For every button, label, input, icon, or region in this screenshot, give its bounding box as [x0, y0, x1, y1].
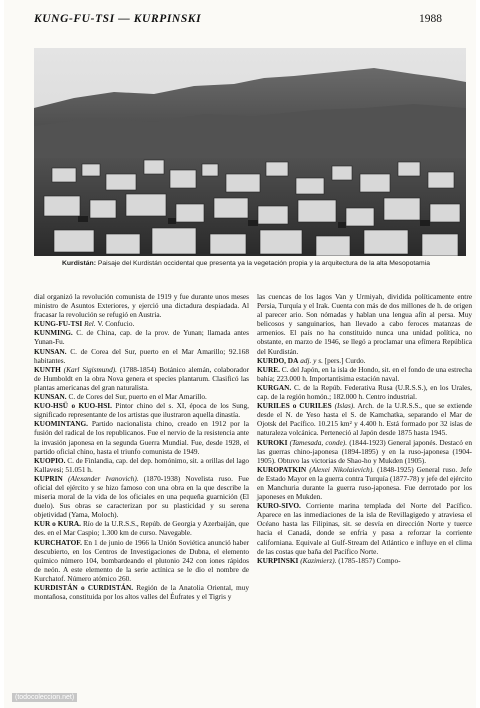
entry-headword: KUNTH [34, 364, 61, 374]
entry-text: En 1 de junio de 1966 la Unión Soviética anunció haber descubierto, en los Centros de Investigaciones de Dubna, el elemento químico número 104, bombardeando el plutonio 242 con iones rápidos de neón. A este elemento de la serie actínica se le dio el nombre de Kurchatof. Número atómico 260. [34, 537, 249, 583]
entry-headword: KURO-SIVO. [257, 501, 301, 511]
entry-qualifier: Rel. [84, 319, 96, 329]
entry-qualifier: (Alexander Ivanovich). [67, 473, 139, 483]
entry-paragraph [34, 583, 249, 601]
entry-text: C. de Corea del Sur, puerto en el Mar Amarillo; 92.168 habitantes. [34, 346, 249, 365]
running-title: KUNG-FU-TSI — KURPINSKI [34, 13, 202, 25]
entry-text: Partido nacionalista chino, creado en 1912 por la fusión del radical de los republicanos. Fue el nervio de la resistencia ante la invasión japonesa en la segunda Guerra Mundial. Fue, desde 1928, el partido oficial chino, hasta el triunfo comunista de 1949. [34, 419, 249, 456]
entry-text: Pintor chino del s. XI, época de los Sung, significado representante de los artistas que ilustraron aquella dinastía. [34, 401, 249, 420]
entry-text: Corriente marina templada del Norte del Pacífico. Aparece en las inmediaciones de la isla de Revillagigedo y atraviesa el Océano hasta las Filipinas, sit. se desvía en dirección Norte y tuerce hacia el Canadá, donde se enfría y pasa a reforzar la corriente californiana. Equivale al Gulf-Stream del Atlántico e influye en el clima de las costas que baña del Pacífico Norte. [257, 501, 472, 556]
entry-text: (1788-1854) Botánico alemán, colaborador de Humboldt en la obra Nova genera et species plantarum. Clasificó las plantas americanas del gran naturalista. [34, 364, 250, 392]
entry-headword: KUOMINTANG. [34, 419, 88, 429]
entry-qualifier: (Tamesada, conde). [289, 437, 348, 447]
entry-headword: KURPINSKI [257, 555, 299, 565]
entry-headword: KURDISTÁN o CURDISTÁN. [34, 583, 134, 592]
entry-paragraph [257, 383, 472, 401]
entry-headword: KURE. [257, 364, 280, 374]
entry-qualifier: (Alexei Nikolaievich). [309, 464, 375, 474]
kurdistan-landscape-photo [34, 48, 466, 256]
entry-headword: KUPRIN [34, 473, 63, 483]
page-header [4, 0, 476, 36]
entry-headword: KURGAN. [257, 382, 292, 392]
entry-text: (1844-1923) General japonés. Destacó en las guerras chino-japonesa (1894-1895) y en la ruso-japonesa (1904-1905). Obtuvo las victorias de Shao-ho y Mukden (1905). [257, 437, 473, 465]
page-number: 1988 [419, 13, 442, 25]
entry-paragraph [257, 292, 472, 356]
entry-paragraph [34, 292, 249, 319]
entry-text: Río de la U.R.S.S., Repúb. de Georgia y Azerbaiján, que des. en el Mar Caspio; 1.300 km de curso. Navegable. [34, 519, 250, 538]
entry-text: C. de la Repúb. Federativa Rusa (U.R.S.S.), en los Urales, cap. de la región homón.; 182.000 h. Centro industrial. [257, 382, 473, 402]
entry-paragraph [257, 365, 472, 383]
entry-paragraph [257, 556, 472, 565]
entry-text: C. de China, cap. de la prov. de Yunan; llamada antes Yunan-Fu. [34, 328, 250, 347]
entry-headword: KUROKI [257, 437, 288, 447]
entry-headword: KURILES o CURILES [257, 401, 332, 411]
entry-qualifier: (Islas). [334, 401, 356, 411]
entry-text: V. Confucio. [95, 319, 135, 329]
entry-text: C. del Japón, en la isla de Hondo, sit. en el fondo de una estrecha bahía; 223.000 h. Importantísima estación naval. [257, 364, 472, 383]
entry-headword: KURCHATOF. [34, 537, 82, 547]
entry-paragraph [34, 538, 249, 583]
entry-text: C. de Finlandia, cap. del dep. homónimo, sit. a orillas del lago Kallavesi; 51.051 h. [34, 455, 249, 474]
entry-text: Región de la Anatolia Oriental, muy montañosa, constituida por los altos valles del Éufrates y el Tigris y [34, 583, 250, 602]
entry-headword: KUNMING. [34, 328, 73, 338]
entry-paragraph [257, 356, 472, 365]
caption-label: Kurdistán: [61, 260, 96, 267]
entry-paragraph [34, 347, 249, 365]
entry-text: (1785-1857) Compo- [336, 555, 401, 565]
entry-paragraph [34, 419, 249, 455]
entry-headword: KUNSAN. [34, 346, 67, 356]
entry-headword: KUNG-FU-TSI [34, 319, 83, 329]
entry-headword: KUNSAN. [34, 392, 67, 402]
entry-text: C. de Cores del Sur, puerto en el Mar Amarillo. [68, 392, 207, 402]
entry-headword: KUO-HSÜ o KUO-HSI. [34, 401, 112, 411]
entry-qualifier: (Kazimierz). [300, 555, 337, 565]
entry-paragraph [34, 401, 249, 419]
entry-paragraph [257, 465, 472, 501]
entry-paragraph [34, 319, 249, 328]
entry-paragraph [34, 474, 249, 519]
entry-paragraph [34, 365, 249, 392]
entry-headword: KURDO, DA [257, 355, 299, 365]
entry-text: (1870-1938) Novelista ruso. Fue oficial del ejército y se hizo famoso con una obra en la que describe la miseria moral de la vida de los oficiales en una pequeña guarnición (El duelo). Sus obras se caracterizan por su plasticidad y su serena objetividad (Yama, Moloch). [34, 473, 250, 520]
entry-text: (1848-1925) General ruso. Jefe de Estado Mayor en la guerra contra Turquía (1877-78) y jefe del ejército en Manchuria durante la guerra ruso-japonesa. Fue derrotado por los japoneses en Mukden. [257, 464, 472, 502]
watermark: (todocoleccion.net) [12, 693, 77, 702]
entry-headword: KUROPATKIN [257, 464, 307, 474]
entry-paragraph [34, 456, 249, 474]
entry-paragraph [34, 392, 249, 401]
entry-text: Arch. de la U.R.S.S., que se extiende desde el N. de Yeso hasta el S. de Kamchatka, separando el Mar de Ojotsk del Pacífico. 10.215 km² y 4.400 h. Está formado por 32 islas de naturaleza volcánica. Perteneció al Japón desde 1875 hasta 1945. [257, 401, 472, 438]
entry-text: dial organizó la revolución comunista de 1919 y fue durante unos meses ministro de Asuntos Exteriores, y ejerció una dictadura despiadada. Al fracasar la revolución se refugió en Austria. [34, 292, 249, 320]
entry-headword: KUR o KURA. [34, 519, 82, 529]
photo-caption [56, 260, 436, 268]
entry-paragraph [257, 401, 472, 437]
entry-paragraph [34, 519, 249, 537]
left-text-column [34, 292, 249, 601]
entry-text: [pers.] Curdo. [322, 355, 366, 365]
encyclopedia-page [4, 0, 476, 708]
right-text-column [257, 292, 472, 565]
entry-headword: KUOPIO. [34, 455, 66, 465]
entry-qualifier: adj. y s. [300, 355, 323, 365]
entry-paragraph [257, 501, 472, 556]
entry-qualifier: (Karl Sigismund). [63, 364, 117, 374]
entry-text: las cuencas de los lagos Van y Urmiyah, dividida políticamente entre Persia, Turquía y el Irak. Cuenta con más de dos millones de h. de origen al parecer ario. Son nómadas y hablan una lengua afín al persa. Muy belicosos y sanguinarios, han llevado a cabo feroces matanzas de armenios. El país no ha constituido nunca una unidad política, no obstante, en marzo de 1946, se llegó a proclamar una efímera República del Kurdistán. [257, 292, 472, 356]
entry-paragraph [257, 438, 472, 465]
entry-paragraph [34, 328, 249, 346]
caption-text: Paisaje del Kurdistán occidental que presenta ya la vegetación propia y la arquitectura de la alta Mesopotamia [95, 260, 430, 267]
